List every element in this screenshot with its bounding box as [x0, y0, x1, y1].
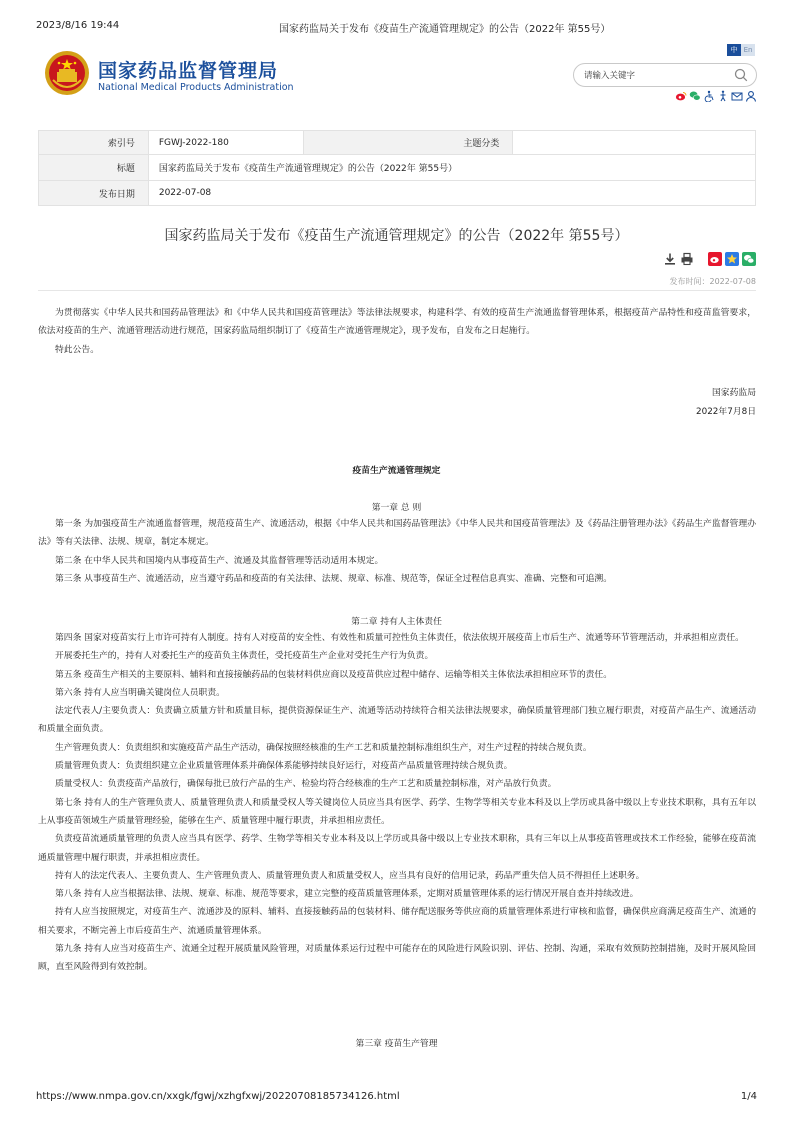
- list-item: 第八条 持有人应当根据法律、法规、规章、标准、规范等要求，建立完整的疫苗质量管理体系，定期对质量管理体系的运行情况开展自查并持续改进。: [55, 889, 639, 900]
- table-row: [39, 131, 756, 155]
- print-timestamp: 2023/8/16 19:44: [36, 20, 120, 31]
- list-item: 第四条 国家对疫苗实行上市许可持有人制度。持有人对疫苗的安全性、有效性和质量可控性负主体责任，依法依规开展疫苗上市后生产、流通等环节管理活动，并承担相应责任。: [55, 633, 744, 643]
- table-row: [39, 181, 756, 206]
- download-icon[interactable]: [663, 252, 677, 266]
- print-doc-title: 国家药监局关于发布《疫苗生产流通管理规定》的公告（2022年 第55号）: [279, 24, 611, 35]
- chapter-heading: 第二章 持有人主体责任: [351, 617, 442, 627]
- chapter1-articles: [38, 515, 756, 588]
- list-item: 第二条 在中华人民共和国境内从事疫苗生产、流通及其监督管理等活动适用本规定。: [55, 555, 384, 566]
- lang-en-button[interactable]: En: [741, 44, 755, 56]
- article-meta-table: [38, 130, 756, 206]
- page-number: 1/4: [740, 1091, 757, 1102]
- category-value: [513, 131, 756, 155]
- signer: 国家药监局: [712, 388, 756, 398]
- list-item: 质量受权人：负责疫苗产品放行，确保每批已放行产品的生产、检验均符合经核准的生产工艺和质量控制标准，对产品放行负责。: [55, 779, 557, 790]
- accessibility-icon[interactable]: [703, 90, 715, 102]
- divider: [38, 290, 756, 291]
- language-switch: [727, 44, 755, 56]
- weibo-icon[interactable]: [675, 90, 687, 102]
- publish-time: 发布时间：2022-07-08: [669, 277, 756, 286]
- list-item: 第五条 疫苗生产相关的主要原料、辅料和直接接触药品的包装材料供应商以及疫苗供应过程中储存、运输等相关主体依法承担相应环节的责任。: [55, 669, 613, 680]
- tool-icons: [675, 90, 757, 102]
- article-title: 国家药监局关于发布《疫苗生产流通管理规定》的公告（2022年 第55号）: [164, 228, 629, 244]
- chapter-heading: 第一章 总 则: [371, 503, 422, 513]
- list-item: 第三条 从事疫苗生产、流通活动，应当遵守药品和疫苗的有关法律、法规、规章、标准、规范等，保证全过程信息真实、准确、完整和可追溯。: [55, 573, 613, 584]
- lang-cn-button[interactable]: 中: [727, 44, 741, 56]
- article-body: [38, 304, 756, 359]
- share-favorite-icon[interactable]: [725, 252, 739, 266]
- chapter-heading: 第三章 疫苗生产管理: [355, 1039, 438, 1049]
- list-item: 持有人应当按照规定，对疫苗生产、流通涉及的原料、辅料、直接接触药品的包装材料、储存配送服务等供应商的质量管理体系进行审核和监督，确保供应商满足疫苗生产、流通的相关要求，不断完善上市后疫苗生产、流通质量管理体系。: [38, 907, 756, 936]
- date-label: 发布日期: [39, 181, 149, 206]
- title-value: 国家药监局关于发布《疫苗生产流通管理规定》的公告（2022年 第55号）: [148, 155, 755, 181]
- intro-paragraph: 为贯彻落实《中华人民共和国药品管理法》和《中华人民共和国疫苗管理法》等法律法规要求，构建科学、有效的疫苗生产流通监督管理体系，根据疫苗产品特性和疫苗监管要求，依法对疫苗的生产、流通管理活动进行规范，国家药监局组织制订了《疫苗生产流通管理规定》，现予发布，自发布之日起施行。: [38, 308, 756, 337]
- print-icon[interactable]: [680, 252, 694, 266]
- table-row: [39, 155, 756, 181]
- list-item: 第六条 持有人应当明确关键岗位人员职责。: [55, 687, 225, 698]
- wechat-icon[interactable]: [689, 90, 701, 102]
- site-header: [36, 42, 757, 104]
- list-item: 法定代表人/主要负责人：负责确立质量方针和质量目标，提供资源保证生产、流通等活动持续符合相关法律法规要求，确保质量管理部门独立履行职责，对疫苗产品生产、流通活动和质量全面负责。: [38, 706, 756, 735]
- print-header: [36, 20, 757, 34]
- list-item: 开展委托生产的，持有人对委托生产的疫苗负主体责任，受托疫苗生产企业对受托生产行为负责。: [55, 651, 434, 662]
- print-url: https://www.nmpa.gov.cn/xxgk/fgwj/xzhgfxwj/20220708185734126.html: [36, 1091, 400, 1102]
- list-item: 质量管理负责人：负责组织建立企业质量管理体系并确保体系能够持续良好运行，对疫苗产品质量管理持续合规负责。: [55, 761, 513, 772]
- index-value: FGWJ-2022-180: [148, 131, 303, 155]
- list-item: 生产管理负责人：负责组织和实施疫苗产品生产活动，确保按照经核准的生产工艺和质量控制标准组织生产，对生产过程的持续合规负责。: [55, 742, 592, 753]
- list-item: 持有人的法定代表人、主要负责人、生产管理负责人、质量管理负责人和质量受权人，应当具有良好的信用记录，药品严重失信人员不得担任上述职务。: [55, 870, 645, 881]
- notice-paragraph: 特此公告。: [55, 344, 99, 355]
- search-box: [573, 63, 757, 87]
- index-label: 索引号: [39, 131, 149, 155]
- date-value: 2022-07-08: [148, 181, 755, 206]
- share-toolbar: [663, 252, 756, 266]
- chapter2-articles: [38, 629, 756, 977]
- search-icon[interactable]: [734, 68, 748, 82]
- title-label: 标题: [39, 155, 149, 181]
- share-wechat-icon[interactable]: [742, 252, 756, 266]
- category-label: 主题分类: [303, 131, 513, 155]
- list-item: 第一条 为加强疫苗生产流通监督管理，规范疫苗生产、流通活动，根据《中华人民共和国药品管理法》《中华人民共和国疫苗管理法》及《药品注册管理办法》《药品生产监督管理办法》等有关法律、法规、规章，制定本规定。: [38, 519, 756, 548]
- national-emblem-icon[interactable]: [44, 50, 90, 96]
- list-item: 第七条 持有人的生产管理负责人、质量管理负责人和质量受权人等关键岗位人员应当具有医学、药学、生物学等相关专业本科及以上学历或具备中级以上专业技术职称，具有五年以上从事疫苗领域生产质量管理经验，能够在生产、质量管理中履行职责，并承担相应责任。: [38, 797, 756, 826]
- site-name-en: National Medical Products Administration: [98, 82, 294, 93]
- list-item: 第九条 持有人应当对疫苗生产、流通全过程开展质量风险管理，对质量体系运行过程中可能存在的风险进行风险识别、评估、控制、沟通，采取有效预防控制措施，及时开展风险回顾，直至风险得到有效控制。: [38, 944, 756, 973]
- list-item: 负责疫苗流通质量管理的负责人应当具有医学、药学、生物学等相关专业本科及以上学历或具备中级以上专业技术职称，具有三年以上从事疫苗管理或技术工作经验，能够在疫苗流通质量管理中履行职责，并承担相应责任。: [38, 834, 756, 863]
- share-weibo-icon[interactable]: [708, 252, 722, 266]
- user-icon[interactable]: [745, 90, 757, 102]
- regulation-title: 疫苗生产流通管理规定: [352, 466, 441, 476]
- sign-date: 2022年7月8日: [696, 407, 756, 417]
- mail-icon[interactable]: [731, 90, 743, 102]
- search-input[interactable]: [584, 68, 724, 83]
- site-name-cn: 国家药品监督管理局: [98, 60, 279, 82]
- elderly-mode-icon[interactable]: [717, 90, 729, 102]
